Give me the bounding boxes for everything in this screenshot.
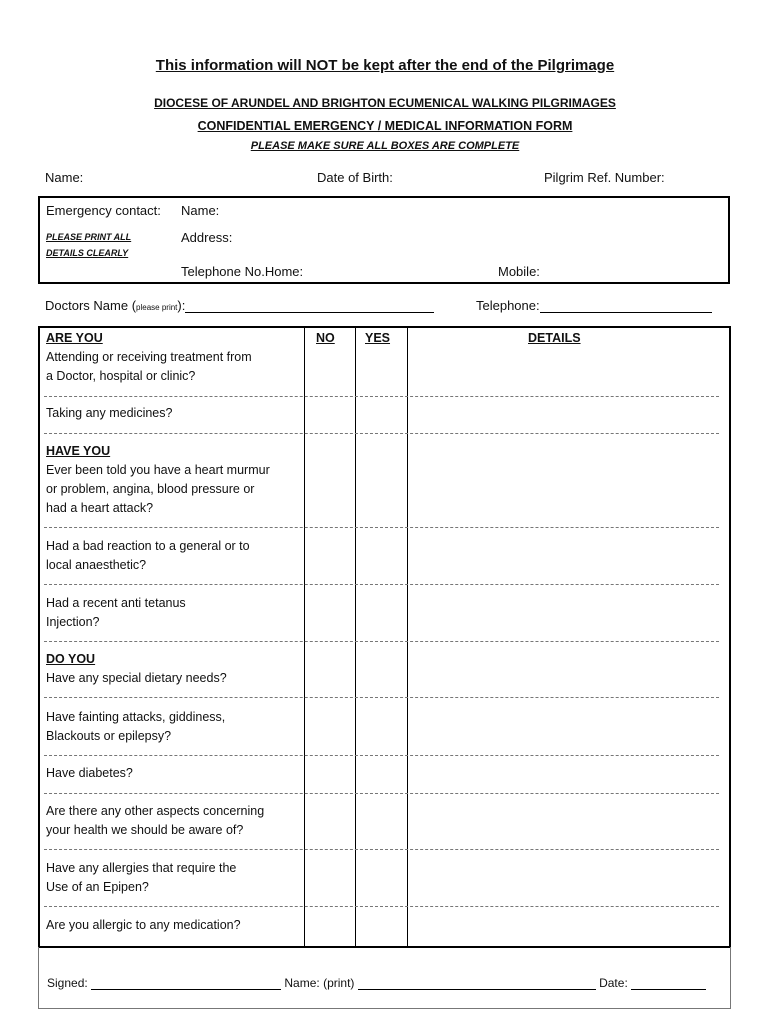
row-divider: [44, 906, 719, 907]
organisation-title: DIOCESE OF ARUNDEL AND BRIGHTON ECUMENICAL WALKING PILGRIMAGES: [154, 96, 616, 110]
question-tetanus-line1: Had a recent anti tetanus: [46, 596, 186, 610]
question-other-aspects-line2: your health we should be aware of?: [46, 823, 244, 837]
question-other-aspects: [46, 802, 264, 840]
complete-instruction: PLEASE MAKE SURE ALL BOXES ARE COMPLETE: [250, 140, 520, 152]
question-epipen-line2: Use of an Epipen?: [46, 880, 149, 894]
question-treatment-line1: Attending or receiving treatment from: [46, 350, 252, 364]
column-divider-details: [407, 328, 408, 946]
question-epipen-line1: Have any allergies that require the: [46, 861, 237, 875]
row-divider: [44, 697, 719, 698]
emergency-contact-label: Emergency contact:: [46, 203, 161, 218]
doctor-name-label: Doctors Name (: [45, 298, 137, 313]
top-notice: This information will NOT be kept after the end of the Pilgrimage: [155, 57, 615, 74]
row-divider: [44, 527, 719, 528]
question-diabetes: Have diabetes?: [46, 766, 133, 780]
question-fainting-line1: Have fainting attacks, giddiness,: [46, 710, 226, 724]
row-divider: [44, 396, 719, 397]
emergency-mobile-label: Mobile:: [498, 264, 540, 279]
question-anaesthetic-line1: Had a bad reaction to a general or to: [46, 539, 250, 553]
signed-label: Signed:: [47, 976, 88, 990]
emergency-address-label: Address:: [181, 230, 233, 245]
question-epipen: [46, 859, 236, 897]
please-print-note: please print: [136, 303, 178, 312]
print-note-line2: DETAILS CLEARLY: [46, 248, 129, 258]
question-treatment: [46, 329, 252, 386]
section-do-you: DO YOU: [46, 652, 96, 666]
doctor-name-label-end: ):: [177, 298, 186, 313]
signature-footer: [38, 947, 731, 1009]
question-medicines: Taking any medicines?: [46, 406, 173, 420]
question-heart-line3: had a heart attack?: [46, 501, 154, 515]
form-title: CONFIDENTIAL EMERGENCY / MEDICAL INFORMATION FORM: [197, 119, 573, 133]
doctor-name-field: [45, 298, 434, 313]
row-divider: [44, 755, 719, 756]
question-heart-line2: or problem, angina, blood pressure or: [46, 482, 255, 496]
print-name-underline: [358, 989, 596, 990]
medical-questions-table: [38, 326, 731, 948]
row-divider: [44, 793, 719, 794]
section-are-you: ARE YOU: [46, 331, 103, 345]
question-heart-line1: Ever been told you have a heart murmur: [46, 463, 270, 477]
row-divider: [44, 849, 719, 850]
row-divider: [44, 641, 719, 642]
print-note-line1: PLEASE PRINT ALL: [46, 232, 132, 242]
emergency-name-label: Name:: [181, 203, 220, 218]
column-divider-no: [304, 328, 305, 946]
emergency-home-phone-label: Telephone No.Home:: [181, 264, 304, 279]
column-header-details: DETAILS: [528, 331, 581, 345]
section-have-you: HAVE YOU: [46, 444, 111, 458]
question-tetanus: [46, 594, 186, 632]
question-treatment-line2: a Doctor, hospital or clinic?: [46, 369, 196, 383]
name-label: Name:: [45, 170, 84, 185]
question-dietary: [46, 650, 227, 688]
signed-field: [47, 976, 706, 990]
question-other-aspects-line1: Are there any other aspects concerning: [46, 804, 265, 818]
date-underline: [631, 989, 706, 990]
column-divider-yes: [355, 328, 356, 946]
question-dietary-line1: Have any special dietary needs?: [46, 671, 227, 685]
emergency-contact-box: [38, 196, 730, 284]
doctor-phone-field: [476, 298, 712, 313]
doctor-name-underline: [185, 312, 434, 313]
question-fainting-line2: Blackouts or epilepsy?: [46, 729, 172, 743]
doctor-phone-underline: [540, 312, 712, 313]
date-label: Date:: [599, 976, 628, 990]
question-medication-allergy: Are you allergic to any medication?: [46, 918, 241, 932]
print-name-label: Name: (print): [284, 976, 355, 990]
signed-underline: [91, 989, 281, 990]
column-header-yes: YES: [365, 331, 391, 345]
question-anaesthetic-line2: local anaesthetic?: [46, 558, 147, 572]
question-heart: [46, 442, 270, 518]
question-fainting: [46, 708, 225, 746]
row-divider: [44, 433, 719, 434]
row-divider: [44, 584, 719, 585]
dob-label: Date of Birth:: [317, 170, 393, 185]
doctor-phone-label: Telephone:: [476, 298, 540, 313]
pilgrim-ref-label: Pilgrim Ref. Number:: [544, 170, 665, 185]
question-anaesthetic: [46, 537, 250, 575]
question-tetanus-line2: Injection?: [46, 615, 100, 629]
column-header-no: NO: [316, 331, 335, 345]
